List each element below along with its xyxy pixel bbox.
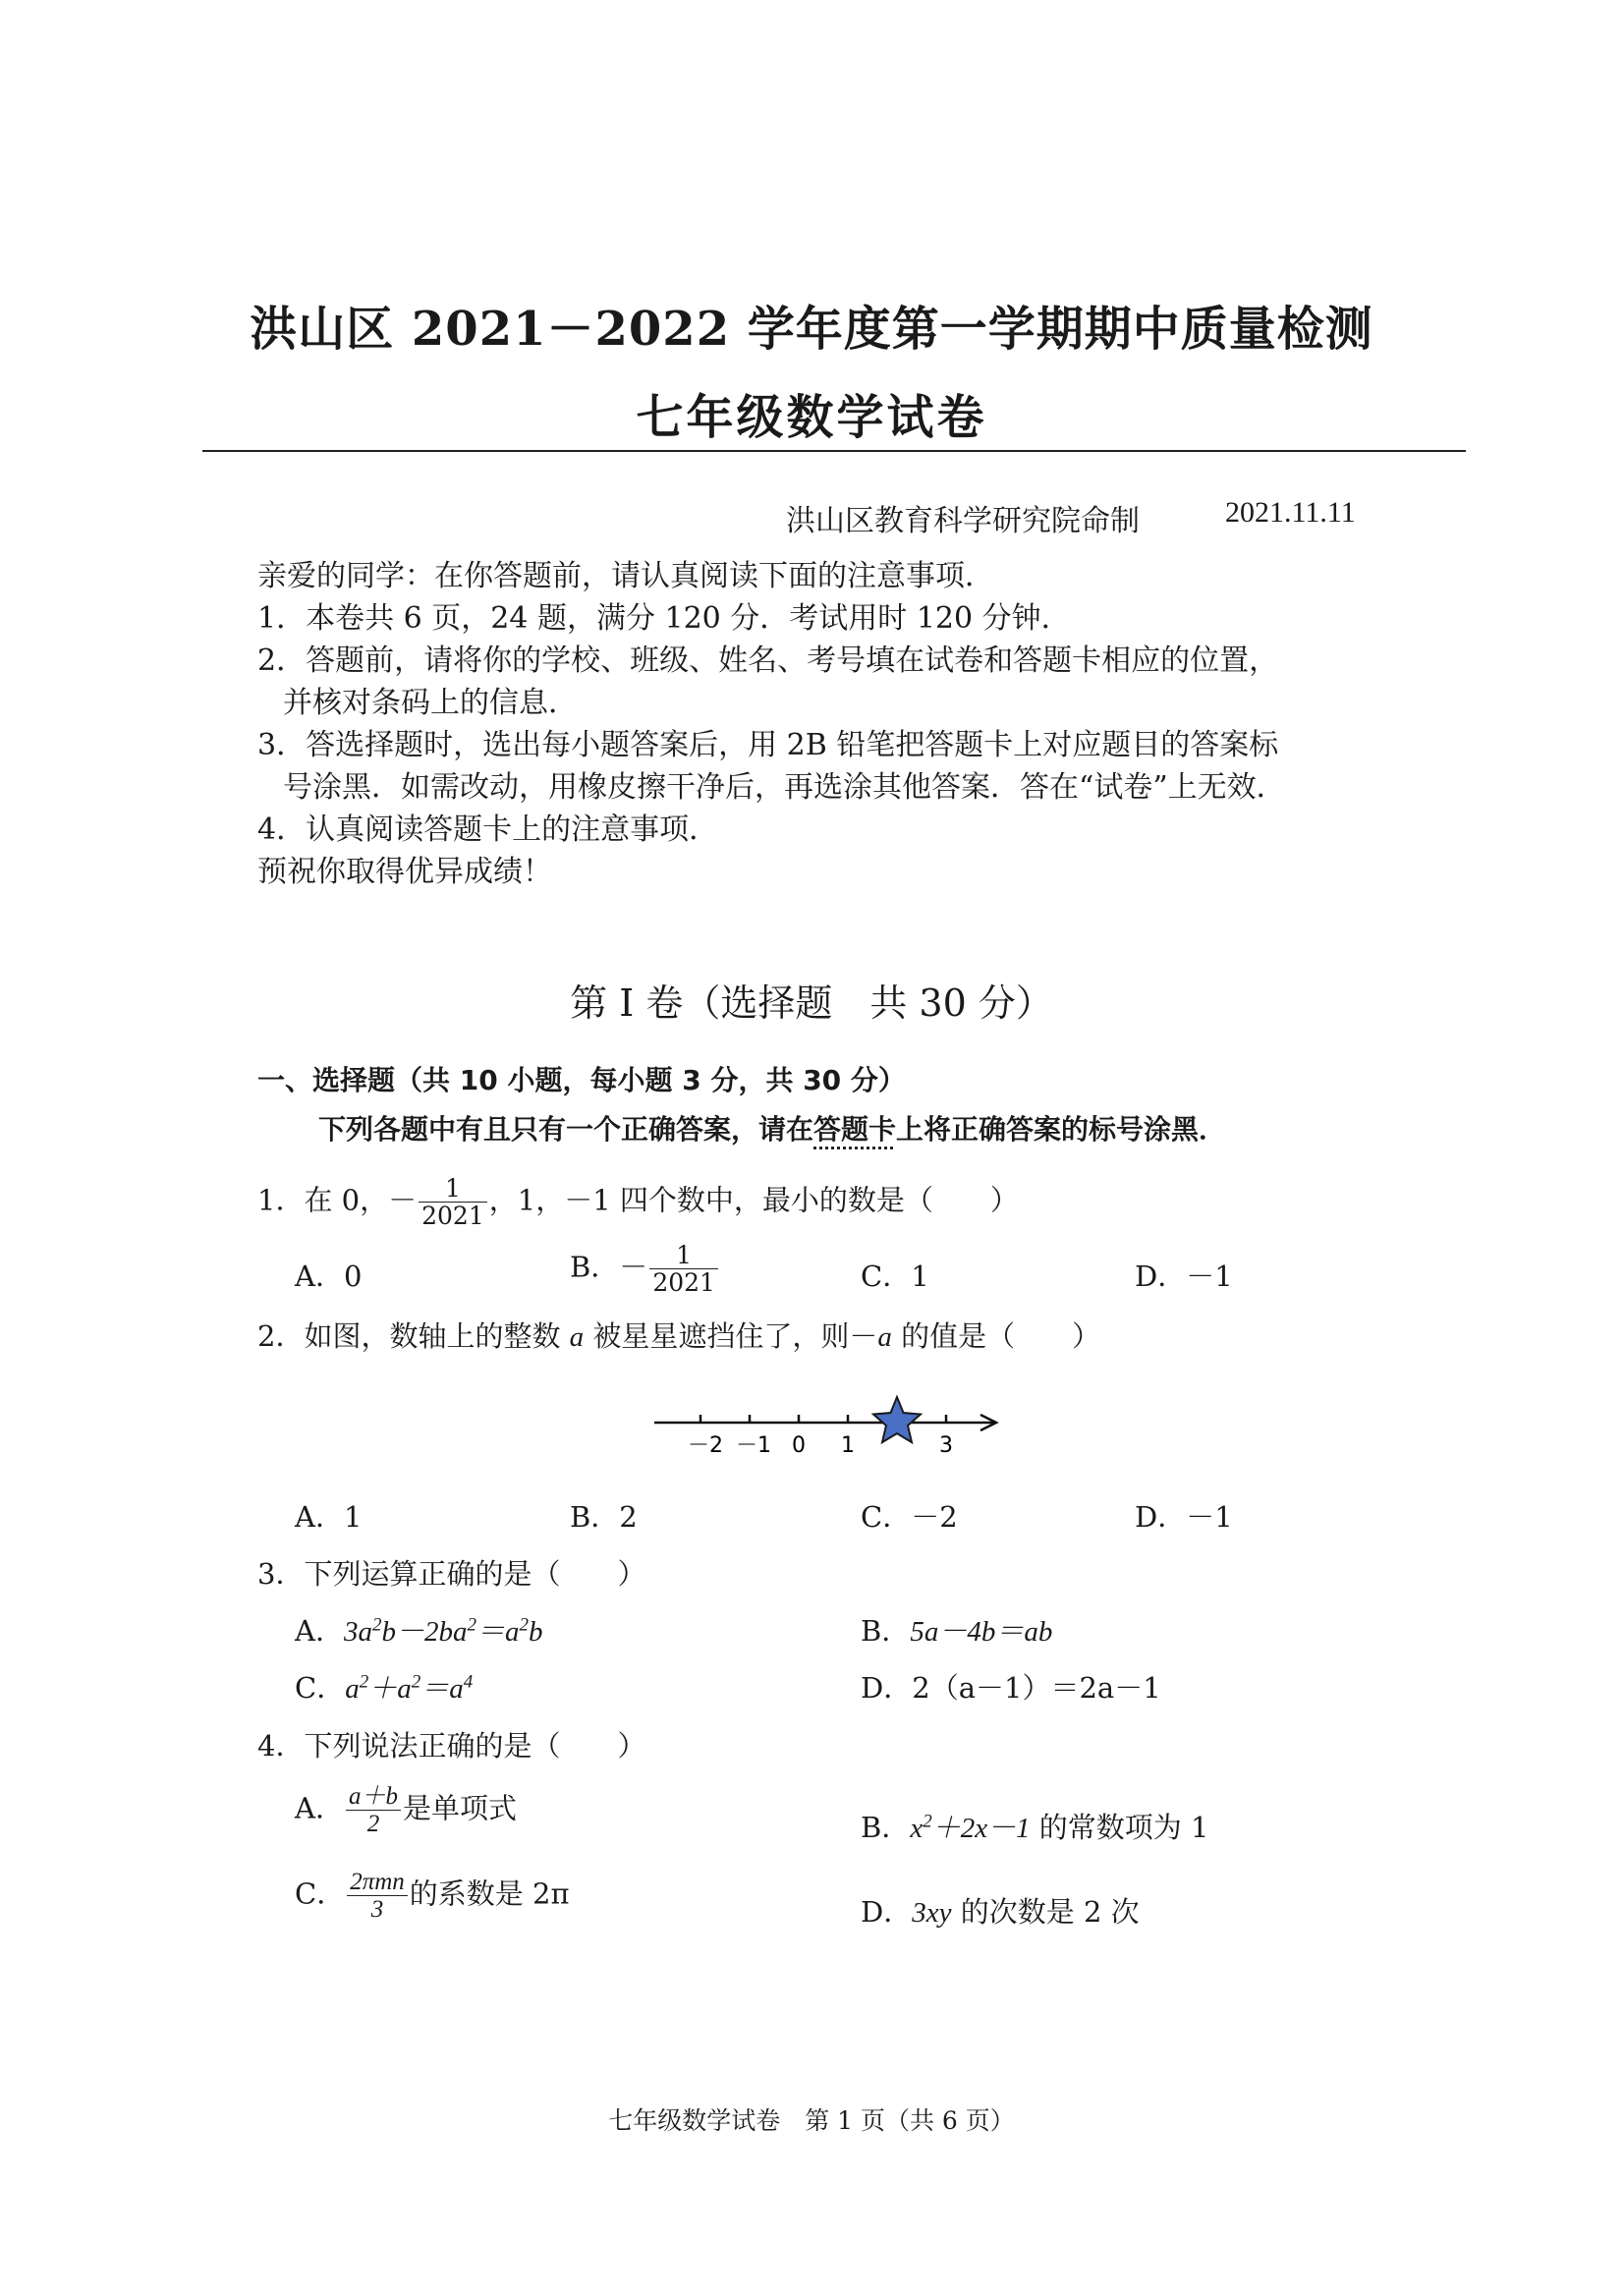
notes-item-2-cont: 并核对条码上的信息． [283,686,578,720]
question-2: 2．如图，数轴上的整数 a 被星星遮挡住了，则－a 的值是（ ） [257,1319,1101,1353]
number-line [648,1385,1012,1464]
q4-option-c: C． $\frac{\text{2πmn}}{3}$ 的系数是 2π [295,1869,570,1923]
page-footer: 七年级数学试卷 第 1 页（共 6 页） [608,2106,1015,2135]
desc-before: 下列各题中有且只有一个正确答案，请在 [318,1113,814,1146]
section-title: 第 I 卷（选择题 共 30 分） [570,981,1053,1025]
q2-option-c: C．－2 [861,1500,958,1534]
q2-option-b: B．2 [570,1500,638,1534]
notes-wish: 预祝你取得优异成绩！ [257,855,552,889]
title-rule [202,450,1466,452]
tick-label: －1 [736,1433,771,1458]
tick-label: 0 [792,1433,806,1458]
question-4: 4．下列说法正确的是（ ） [257,1729,646,1763]
q1-option-c: C．1 [861,1260,929,1293]
issuer: 洪山区教育科学研究院命制 [786,504,1140,538]
q4-option-b: B．$x^2+2x-1$ 的常数项为 1 [861,1811,1209,1844]
q1-option-a: A．0 [295,1260,363,1293]
q3-option-b: B．5a－4b＝ab [861,1614,1053,1648]
q4-option-d: D．3xy 的次数是 2 次 [861,1895,1140,1929]
notes-item-4: 4．认真阅读答题卡上的注意事项． [257,812,719,847]
q1-prefix: 1．在 0，－ [257,1183,418,1217]
q1-option-b: B．－ $\frac{1}{2021}$ [570,1242,720,1296]
q3-option-d: D．2（a－1）＝2a－1 [861,1671,1161,1705]
exam-subtitle: 七年级数学试卷 [636,390,987,445]
tick-label: 3 [939,1433,953,1458]
section-heading: 一、选择题（共 10 小题，每小题 3 分，共 30 分） [257,1064,906,1096]
notes-item-3-cont: 号涂黑．如需改动，用橡皮擦干净后，再选涂其他答案．答在“试卷”上无效． [283,770,1286,805]
tick-label: －2 [688,1433,723,1458]
question-1 [257,1175,1019,1229]
q3-option-a: A．$3a^2b-2ba^2=a^2b$ [295,1614,543,1648]
notes-block [257,555,1286,893]
notes-intro: 亲爱的同学：在你答题前，请认真阅读下面的注意事项． [257,559,994,593]
q2-option-a: A．1 [295,1500,363,1534]
q1-suffix: ，1，－1 四个数中，最小的数是（ ） [488,1183,1019,1217]
exam-date: 2021.11.11 [1225,496,1356,529]
question-3: 3．下列运算正确的是（ ） [257,1557,646,1591]
exam-title: 洪山区 2021－2022 学年度第一学期期中质量检测 [250,302,1373,357]
notes-item-1: 1．本卷共 6 页，24 题，满分 120 分．考试用时 120 分钟． [257,601,1071,636]
q2-option-d: D．－1 [1135,1500,1233,1534]
desc-after: 上将正确答案的标号涂黑． [896,1113,1227,1146]
tick-label: 1 [841,1433,855,1458]
section-description [318,1108,1226,1148]
notes-item-2: 2．答题前，请将你的学校、班级、姓名、考号填在试卷和答题卡相应的位置， [257,644,1279,678]
q4-option-a: A． $\frac{a+b}{2}$ 是单项式 [295,1783,517,1837]
q3-option-c: C．$a^2+a^2=a^4$ [295,1671,474,1705]
desc-emphasis: 答题卡 [813,1113,897,1146]
q1-fraction: $\frac{1}{2021}$ [419,1175,487,1229]
star-icon [873,1397,921,1442]
q1-option-d: D．－1 [1135,1260,1233,1293]
notes-item-3: 3．答选择题时，选出每小题答案后，用 2B 铅笔把答题卡上对应题目的答案标 [257,728,1279,762]
